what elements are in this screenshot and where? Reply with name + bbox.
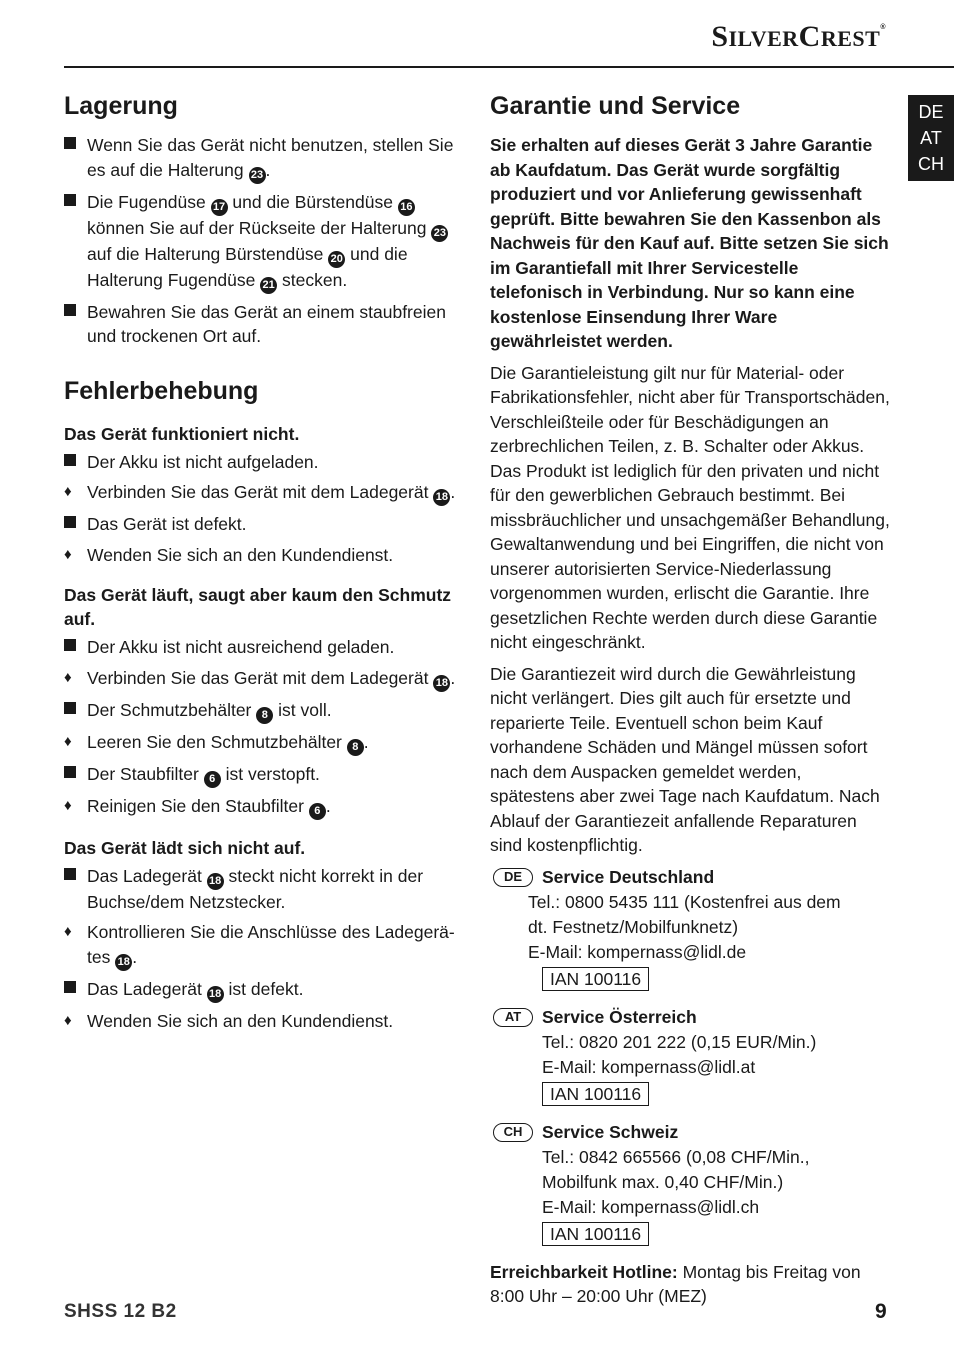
- service-line: E-Mail: kompernass@lidl.de: [528, 941, 747, 962]
- country-badge: AT: [493, 1008, 533, 1027]
- service-line: Tel.: 0820 201 222 (0,15 EUR/Min.): [542, 1031, 817, 1052]
- warranty-paragraph: Die Garantiezeit wird durch die Gewährleistung nicht verlängert. Dies gilt auch für ersetzte und reparierte Teile. Eventuell schon beim Kauf vorhandene Schäden und Mängel müssen sofort nach dem Auspacken gemeldet werden, spätestens aber zwei Tage nach Kaufdatum. Nach Ablauf der Garantiezeit anfallende Reparaturen sind kostenpflichtig.: [490, 663, 880, 855]
- part-number-badge: 18: [207, 873, 224, 890]
- header-rule: [64, 66, 954, 68]
- square-bullet-icon: [64, 762, 80, 787]
- square-bullet-icon: [64, 512, 80, 537]
- service-contact-de: [490, 865, 890, 999]
- service-title: Service Schweiz: [542, 1121, 679, 1142]
- solution-item: ♦ Wenden Sie sich an den Kundendienst.: [64, 543, 462, 568]
- square-bullet-icon: [64, 977, 80, 1002]
- problem-item: Der Staubfilter 6 ist verstopft.: [64, 762, 462, 788]
- diamond-bullet-icon: ♦: [64, 668, 72, 686]
- part-number-badge: 8: [347, 739, 364, 756]
- service-contact-at: [490, 1005, 890, 1114]
- part-number-badge: 17: [211, 199, 228, 216]
- section-title-fehlerbehebung: Fehlerbehebung: [64, 376, 259, 405]
- left-column: [64, 92, 462, 1039]
- square-bullet-icon: [64, 133, 80, 158]
- diamond-bullet-icon: ♦: [64, 483, 72, 500]
- section-title-garantie: Garantie und Service: [490, 92, 741, 120]
- square-bullet-icon: [64, 864, 80, 889]
- solution-item: ♦ Leeren Sie den Schmutzbehälter 8 .: [64, 730, 462, 756]
- part-number-badge: 8: [256, 707, 273, 724]
- square-bullet-icon: [64, 450, 80, 475]
- solution-item: ♦ Kontrollieren Sie die Anschlüsse des Ladegerä-tes 18 .: [64, 920, 462, 971]
- service-contacts: [490, 865, 890, 1254]
- lang-de: DE: [918, 102, 944, 122]
- problem-item: Das Ladegerät 18 ist defekt.: [64, 977, 462, 1003]
- diamond-bullet-icon: ♦: [64, 732, 72, 750]
- service-line: Mobilfunk max. 0,40 CHF/Min.): [542, 1171, 784, 1192]
- page-number: 9: [875, 1300, 887, 1323]
- warranty-paragraph: Die Garantieleistung gilt nur für Material- oder Fabrikationsfehler, nicht aber für Transportschäden, Verschleißteile oder für Beschädigungen an zerbrechlichen Teilen, z. B. Schalter oder Akkus. Das Produkt ist lediglich für den privaten und nicht für den gewerblichen Gebrauch bestimmt. Bei missbräuchlicher und unsachgemäßer Behandlung, Gewaltanwendung und bei Eingriffen, die nicht von unserer autorisierten Service-Niederlassung vorgenommen wurden, erlischt die Garantie. Ihre gesetzlichen Rechte werden durch diese Garantie nicht eingeschränkt.: [490, 362, 890, 652]
- country-badge: CH: [493, 1123, 533, 1142]
- problem-heading: Das Gerät läuft, saugt aber kaum den Schmutz auf.: [64, 585, 452, 629]
- solution-item: ♦ Reinigen Sie den Staubfilter 6 .: [64, 794, 462, 820]
- list-item: Bewahren Sie das Gerät an einem staubfreien und trockenen Ort auf.: [64, 300, 462, 349]
- part-number-badge: 18: [207, 986, 224, 1003]
- lang-at: AT: [920, 128, 942, 148]
- diamond-bullet-icon: ♦: [64, 923, 72, 940]
- ian-box: IAN 100116: [542, 1222, 649, 1246]
- section-title-lagerung: Lagerung: [64, 92, 178, 120]
- warranty-intro: Sie erhalten auf dieses Gerät 3 Jahre Garantie ab Kaufdatum. Das Gerät wurde sorgfältig produziert und vor Anlieferung gewissenhaft geprüft. Bitte bewahren Sie den Kassenbon als Nachweis für den Kauf auf. Bitte setzen Sie sich im Garantiefall mit Ihrer Servicestelle telefonisch in Verbindung. Nur so kann eine kostenlose Einsendung Ihrer Ware gewährleistet werden.: [490, 135, 889, 351]
- part-number-badge: 6: [204, 771, 221, 788]
- service-line: Tel.: 0842 665566 (0,08 CHF/Min.,: [542, 1146, 810, 1167]
- list-item: Die Fugendüse 17 und die Bürstendüse 16 können Sie auf der Rückseite der Halterung 23 auf die Halterung Bürstendüse 20 und die Halterung Fugendüse 21 stecken.: [64, 190, 462, 294]
- part-number-badge: 18: [433, 489, 450, 506]
- service-contact-ch: [490, 1120, 890, 1254]
- square-bullet-icon: [64, 300, 80, 325]
- ian-box: IAN 100116: [542, 967, 649, 991]
- part-number-badge: 20: [328, 251, 345, 268]
- problem-item: Der Schmutzbehälter 8 ist voll.: [64, 698, 462, 724]
- country-badge: DE: [493, 868, 533, 887]
- hotline-info: Erreichbarkeit Hotline: Montag bis Freitag von 8:00 Uhr – 20:00 Uhr (MEZ): [490, 1261, 861, 1306]
- service-line: dt. Festnetz/Mobilfunknetz): [528, 916, 739, 937]
- service-line: E-Mail: kompernass@lidl.at: [542, 1056, 756, 1077]
- right-column: [490, 92, 890, 1316]
- part-number-badge: 23: [431, 225, 448, 242]
- part-number-badge: 23: [249, 167, 266, 184]
- ian-box: IAN 100116: [542, 1082, 649, 1106]
- language-tab: [908, 95, 954, 181]
- service-title: Service Deutschland: [542, 866, 715, 887]
- model-number: SHSS 12 B2: [64, 1301, 177, 1322]
- part-number-badge: 21: [260, 277, 277, 294]
- lang-ch: CH: [918, 154, 944, 174]
- problem-heading: Das Gerät funktioniert nicht.: [64, 423, 300, 444]
- service-line: E-Mail: kompernass@lidl.ch: [542, 1196, 760, 1217]
- solution-item: ♦ Wenden Sie sich an den Kundendienst.: [64, 1009, 462, 1034]
- problem-item: Das Gerät ist defekt.: [64, 512, 462, 537]
- problem-heading: Das Gerät lädt sich nicht auf.: [64, 837, 306, 858]
- troubleshooting-sections: [64, 422, 462, 1034]
- problem-item: Das Ladegerät 18 steckt nicht korrekt in der Buchse/dem Netzstecker.: [64, 864, 462, 915]
- solution-item: ♦ Verbinden Sie das Gerät mit dem Ladegerät 18 .: [64, 480, 462, 506]
- part-number-badge: 6: [309, 803, 326, 820]
- brand-logo: SILVERCREST®: [711, 20, 886, 53]
- square-bullet-icon: [64, 698, 80, 723]
- part-number-badge: 18: [115, 954, 132, 971]
- part-number-badge: 16: [398, 199, 415, 216]
- list-item: Wenn Sie das Gerät nicht benutzen, stellen Sie es auf die Halterung 23 .: [64, 133, 462, 184]
- problem-item: Der Akku ist nicht ausreichend geladen.: [64, 635, 462, 660]
- diamond-bullet-icon: ♦: [64, 796, 72, 814]
- solution-item: ♦ Verbinden Sie das Gerät mit dem Ladegerät 18 .: [64, 666, 462, 692]
- square-bullet-icon: [64, 635, 80, 660]
- diamond-bullet-icon: ♦: [64, 1011, 72, 1029]
- diamond-bullet-icon: ♦: [64, 545, 72, 563]
- part-number-badge: 18: [433, 675, 450, 692]
- square-bullet-icon: [64, 190, 80, 215]
- service-title: Service Österreich: [542, 1006, 697, 1027]
- service-line: Tel.: 0800 5435 111 (Kostenfrei aus dem: [528, 891, 841, 912]
- problem-item: Der Akku ist nicht aufgeladen.: [64, 450, 462, 475]
